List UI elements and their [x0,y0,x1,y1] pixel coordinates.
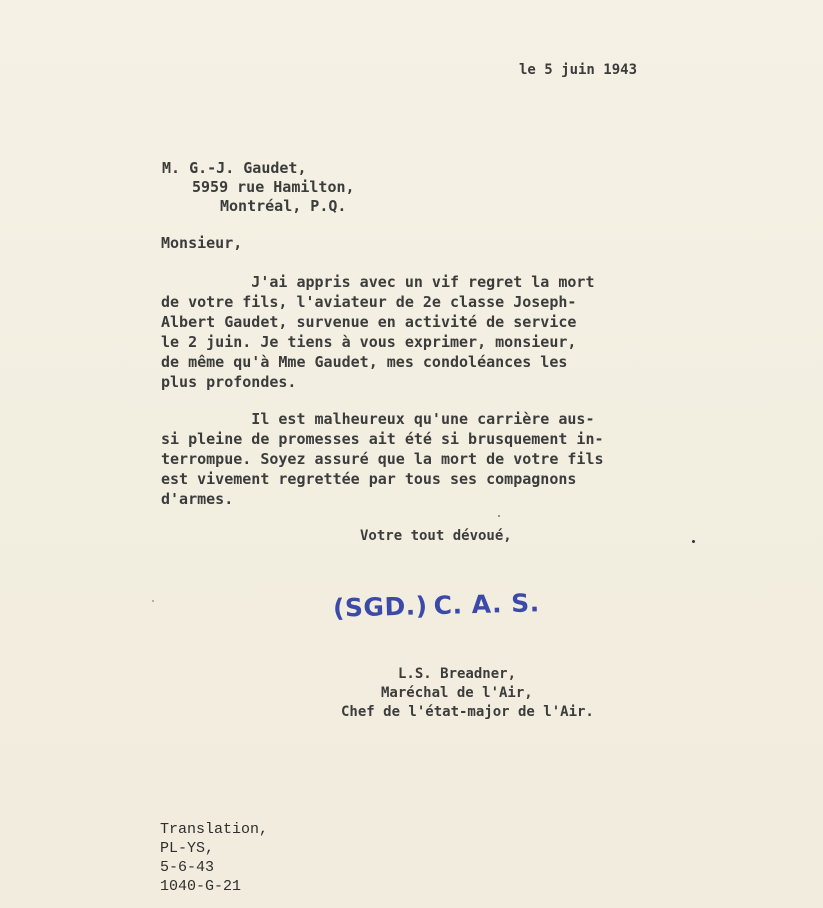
paragraph-1-line: de même qu'à Mme Gaudet, mes condoléances les [161,353,568,371]
paragraph-2-line: Il est malheureux qu'une carrière aus- [161,410,595,428]
signatory-rank: Maréchal de l'Air, [381,685,533,701]
footer-initials: PL-YS, [160,840,215,857]
paper-speck [152,600,154,602]
footer-translation: Translation, [160,821,269,838]
paragraph-2-line: si pleine de promesses ait été si brusquement in- [161,430,604,448]
paper-speck [498,515,500,517]
recipient-street: 5959 rue Hamilton, [192,178,355,196]
recipient-city: Montréal, P.Q. [220,197,347,215]
paragraph-2-line: terrompue. Soyez assuré que la mort de votre fils [161,450,604,468]
paragraph-1-line: plus profondes. [161,373,297,391]
signatory-name: L.S. Breadner, [398,666,517,682]
stamp-sgd: (SGD.) [332,591,429,623]
signature-stamp [333,588,540,622]
paper-speck [692,540,695,543]
paragraph-2-line: d'armes. [161,490,234,508]
closing: Votre tout dévoué, [360,528,512,544]
paragraph-1-line: le 2 juin. Je tiens à vous exprimer, monsieur, [161,333,577,351]
letter-date: le 5 juin 1943 [519,62,638,78]
recipient-name: M. G.-J. Gaudet, [162,159,307,177]
paragraph-1-line: de votre fils, l'aviateur de 2e classe Joseph- [161,293,577,311]
stamp-cas: C. A. S. [433,588,541,621]
paragraph-1-line: Albert Gaudet, survenue en activité de service [161,313,577,331]
footer-file-number: 1040-G-21 [160,878,242,895]
paragraph-2-line: est vivement regrettée par tous ses compagnons [161,470,577,488]
paragraph-1-line: J'ai appris avec un vif regret la mort [161,273,595,291]
footer-date: 5-6-43 [160,859,215,876]
salutation: Monsieur, [161,234,243,252]
signatory-title: Chef de l'état-major de l'Air. [341,704,594,720]
